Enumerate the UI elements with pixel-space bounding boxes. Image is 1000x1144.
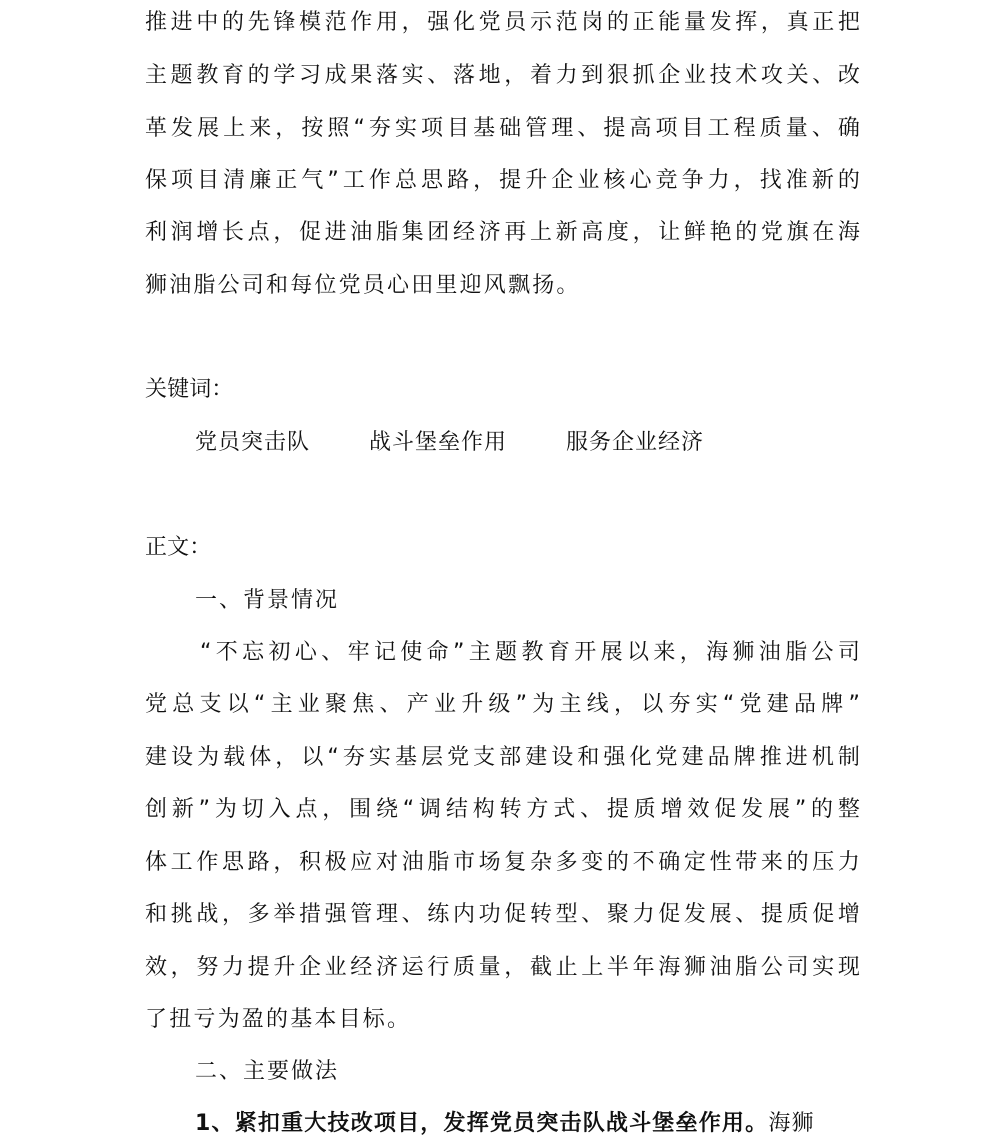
body-label: 正文：: [145, 535, 212, 560]
section2-heading: 二、主要做法: [195, 1059, 340, 1084]
keyword-item: 党员突击队: [195, 430, 311, 455]
section1-heading: 一、背景情况: [195, 588, 340, 613]
intro-line-6: 狮油脂公司和每位党员心田里迎风飘扬。: [145, 273, 581, 298]
section2-item1-lead: 1、紧扣重大技改项目，发挥党员突击队战斗堡垒作用。: [195, 1111, 769, 1136]
section1-line-3: 建设为载体，以“夯实基层党支部建设和强化党建品牌推进机制: [145, 745, 860, 770]
section1-line-6: 和挑战，多举措强管理、练内功促转型、聚力促发展、提质促增: [145, 902, 860, 927]
section1-line-5: 体工作思路，积极应对油脂市场复杂多变的不确定性带来的压力: [145, 850, 860, 875]
section1-line-1: “不忘初心、牢记使命”主题教育开展以来，海狮油脂公司: [200, 640, 860, 665]
section1-line-2: 党总支以“主业聚焦、产业升级”为主线，以夯实“党建品牌”: [145, 692, 860, 717]
intro-line-3: 革发展上来，按照“夯实项目基础管理、提高项目工程质量、确: [145, 116, 860, 141]
section1-line-4: 创新”为切入点，围绕“调结构转方式、提质增效促发展”的整: [145, 797, 860, 822]
intro-line-4: 保项目清廉正气”工作总思路，提升企业核心竞争力，找准新的: [145, 168, 860, 193]
intro-line-5: 利润增长点，促进油脂集团经济再上新高度，让鲜艳的党旗在海: [145, 220, 860, 245]
keyword-item: 服务企业经济: [566, 430, 705, 455]
section1-line-7: 效，努力提升企业经济运行质量，截止上半年海狮油脂公司实现: [145, 955, 860, 980]
keyword-item: 战斗堡垒作用: [369, 430, 508, 455]
intro-line-1: 推进中的先锋模范作用，强化党员示范岗的正能量发挥，真正把: [145, 10, 860, 35]
keywords-list: [195, 428, 704, 458]
section1-line-8: 了扭亏为盈的基本目标。: [145, 1007, 412, 1032]
intro-line-2: 主题教育的学习成果落实、落地，着力到狠抓企业技术攻关、改: [145, 63, 860, 88]
section2-item1: [195, 1109, 860, 1139]
section2-item1-rest: 海狮: [768, 1111, 815, 1136]
keywords-label: 关键词：: [145, 377, 234, 402]
